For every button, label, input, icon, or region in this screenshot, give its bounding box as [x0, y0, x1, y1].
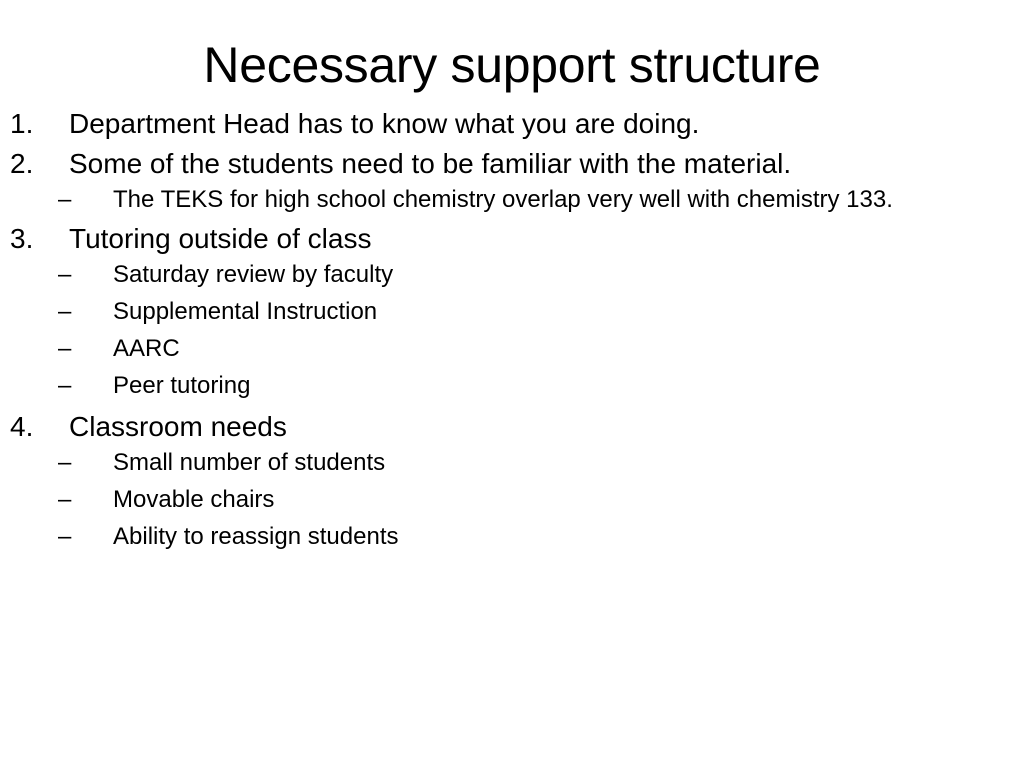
sub-item-text: Peer tutoring	[113, 372, 251, 399]
list-item-3	[0, 219, 1000, 259]
list-item-2	[0, 144, 1000, 184]
dash-bullet: –	[58, 449, 72, 476]
dash-bullet: –	[58, 523, 72, 550]
sub-item-text: Small number of students	[113, 449, 386, 476]
sub-item	[0, 259, 1000, 290]
list-item-1	[0, 104, 1000, 144]
list-item-text: Department Head has to know what you are doing.	[69, 108, 700, 139]
dash-bullet: –	[58, 298, 72, 325]
sub-item	[0, 333, 1000, 364]
list-item-number: 1.	[10, 108, 34, 139]
sub-item-text: AARC	[113, 335, 180, 362]
dash-bullet: –	[58, 372, 72, 399]
sub-item-text: The TEKS for high school chemistry overlap very well with chemistry 133.	[113, 186, 893, 213]
sub-item	[0, 370, 1000, 401]
list-item-text: Classroom needs	[69, 411, 287, 442]
list-item-number: 4.	[10, 411, 34, 442]
sub-item-text: Ability to reassign students	[113, 523, 399, 550]
list-item-text: Tutoring outside of class	[69, 223, 372, 254]
sub-item	[0, 184, 1000, 215]
sub-item-text: Movable chairs	[113, 486, 275, 513]
dash-bullet: –	[58, 186, 72, 213]
list-item-text: Some of the students need to be familiar with the material.	[69, 148, 792, 179]
dash-bullet: –	[58, 486, 72, 513]
sub-item-text: Supplemental Instruction	[113, 298, 378, 325]
list-item-4	[0, 407, 1000, 447]
list-item-number: 3.	[10, 223, 34, 254]
sub-item	[0, 521, 1000, 552]
sub-item-text: Saturday review by faculty	[113, 261, 394, 288]
slide-title: Necessary support structure	[203, 37, 821, 93]
sub-item	[0, 484, 1000, 515]
sub-item	[0, 296, 1000, 327]
sub-item	[0, 447, 1000, 478]
dash-bullet: –	[58, 261, 72, 288]
slide-content	[0, 104, 1000, 558]
list-item-number: 2.	[10, 148, 34, 179]
dash-bullet: –	[58, 335, 72, 362]
